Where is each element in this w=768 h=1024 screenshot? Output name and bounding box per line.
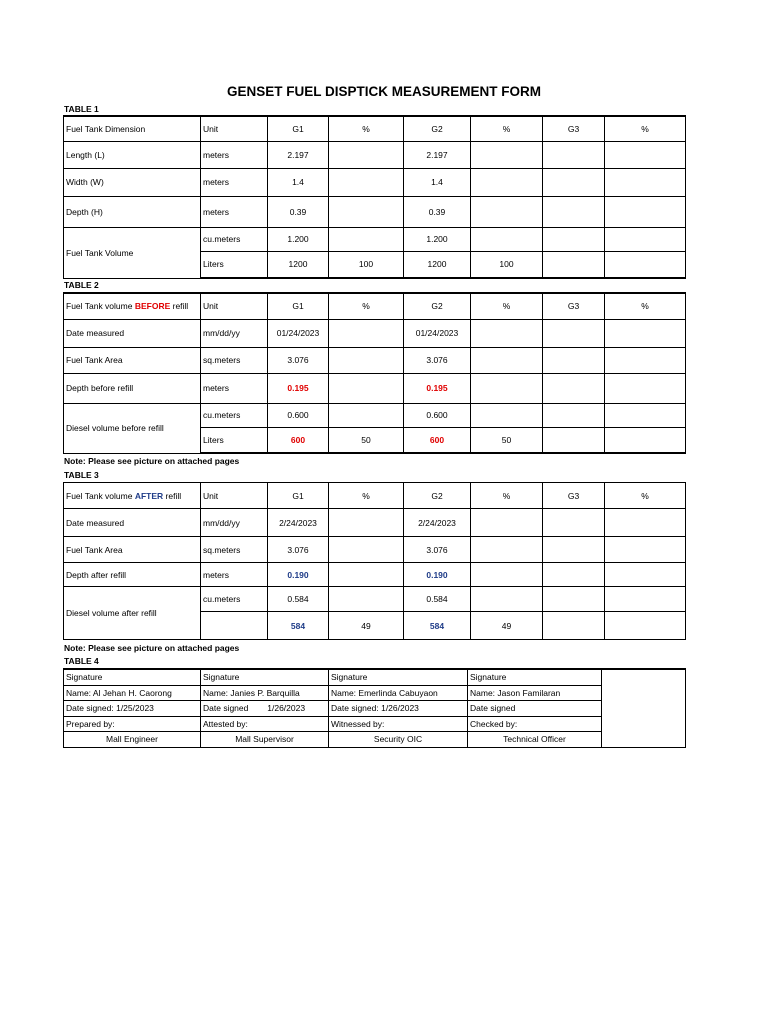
table-cell [605, 168, 686, 196]
table-cell [329, 168, 404, 196]
table3-header-cell: % [471, 483, 543, 509]
role-cell: Checked by: [468, 716, 602, 732]
table-cell [543, 612, 605, 640]
table-cell [543, 403, 605, 427]
table-cell: Diesel volume after refill [64, 587, 201, 640]
table-cell: 0.195 [404, 373, 471, 403]
table-cell: 2/24/2023 [268, 509, 329, 537]
table-cell: 3.076 [268, 537, 329, 563]
table-cell [471, 537, 543, 563]
table3-header-cell: G3 [543, 483, 605, 509]
blank-cell [602, 669, 686, 747]
table-cell: sq.meters [201, 537, 268, 563]
table2-grid [63, 292, 686, 454]
table-cell [471, 403, 543, 427]
table-row [64, 347, 686, 373]
table-cell [605, 612, 686, 640]
role-cell: Prepared by: [64, 716, 201, 732]
table3-header-row [64, 483, 686, 509]
table-cell: 584 [404, 612, 471, 640]
table-cell [329, 141, 404, 168]
table-cell [605, 509, 686, 537]
table-cell [605, 347, 686, 373]
table-cell [471, 587, 543, 612]
table-cell [605, 196, 686, 227]
table3-header-cell: Unit [201, 483, 268, 509]
table4-grid [63, 668, 686, 748]
table-cell [543, 373, 605, 403]
table3-header-cell: G2 [404, 483, 471, 509]
position-cell: Mall Supervisor [201, 732, 329, 748]
date-signed-cell: Date signed 1/26/2023 [201, 701, 329, 717]
table-cell: sq.meters [201, 347, 268, 373]
header-emphasis: BEFORE [134, 301, 171, 312]
table2-header-row [64, 293, 686, 319]
table2-header-cell: % [329, 293, 404, 319]
position-row [64, 732, 686, 748]
table-cell [329, 196, 404, 227]
table-cell: Depth after refill [64, 563, 201, 587]
table-cell: Fuel Tank Volume [64, 227, 201, 278]
table-cell [543, 168, 605, 196]
position-cell: Technical Officer [468, 732, 602, 748]
table-cell: Date measured [64, 509, 201, 537]
date-signed-cell: Date signed [468, 701, 602, 717]
table-cell [605, 141, 686, 168]
table-row [64, 509, 686, 537]
table-cell: 0.584 [268, 587, 329, 612]
table1-header-cell: % [471, 116, 543, 141]
table-cell: 01/24/2023 [268, 319, 329, 347]
name-row [64, 685, 686, 701]
table-cell: Length (L) [64, 141, 201, 168]
table-cell: 50 [329, 427, 404, 453]
table-row [64, 227, 686, 251]
table-cell: 1.4 [268, 168, 329, 196]
table3-note: Note: Please see picture on attached pages [64, 643, 240, 653]
signature-cell: Signature [468, 669, 602, 685]
table-cell: 2/24/2023 [404, 509, 471, 537]
table-row [64, 319, 686, 347]
position-cell: Mall Engineer [64, 732, 201, 748]
table-cell [543, 427, 605, 453]
table1-header-cell: % [605, 116, 686, 141]
table-cell [543, 563, 605, 587]
table-row [64, 141, 686, 168]
table3-header-cell: % [329, 483, 404, 509]
table3-header-title [64, 483, 201, 509]
table1-header-cell: G1 [268, 116, 329, 141]
table-cell: Fuel Tank Area [64, 537, 201, 563]
table-cell: Date measured [64, 319, 201, 347]
table-cell: mm/dd/yy [201, 319, 268, 347]
table-cell [605, 251, 686, 278]
table-cell [543, 227, 605, 251]
table-cell: 1.4 [404, 168, 471, 196]
table3-grid [63, 482, 686, 640]
role-cell: Attested by: [201, 716, 329, 732]
table-cell: 01/24/2023 [404, 319, 471, 347]
table2-header-cell: G2 [404, 293, 471, 319]
table-cell: 49 [329, 612, 404, 640]
header-text: refill [170, 301, 189, 312]
date-signed-cell: Date signed: 1/26/2023 [329, 701, 468, 717]
table-cell: 0.584 [404, 587, 471, 612]
table-cell: Depth (H) [64, 196, 201, 227]
table-cell: 100 [471, 251, 543, 278]
name-cell: Name: Janies P. Barquilla [201, 685, 329, 701]
table-cell [471, 141, 543, 168]
table-cell: Liters [201, 251, 268, 278]
name-cell: Name: Jason Familaran [468, 685, 602, 701]
role-row [64, 716, 686, 732]
date-signed-row [64, 701, 686, 717]
table-cell: Liters [201, 427, 268, 453]
table-cell [329, 403, 404, 427]
table-row [64, 537, 686, 563]
table3-header-cell: G1 [268, 483, 329, 509]
table4-label: TABLE 4 [64, 656, 99, 666]
table-cell: 1200 [268, 251, 329, 278]
table-cell [543, 196, 605, 227]
table1-header-cell: G2 [404, 116, 471, 141]
table-cell: 0.600 [404, 403, 471, 427]
table2-note: Note: Please see picture on attached pages [64, 456, 240, 466]
table3-header-cell: % [605, 483, 686, 509]
table-cell [329, 347, 404, 373]
table-cell [329, 227, 404, 251]
table2-label: TABLE 2 [64, 280, 99, 290]
table-cell: mm/dd/yy [201, 509, 268, 537]
table-cell: cu.meters [201, 587, 268, 612]
table-cell [471, 373, 543, 403]
table-cell: 3.076 [404, 537, 471, 563]
table-cell: Diesel volume before refill [64, 403, 201, 453]
table-cell: 2.197 [404, 141, 471, 168]
table1-header-cell: Fuel Tank Dimension [64, 116, 201, 141]
header-text: refill [163, 490, 182, 501]
table-cell: meters [201, 168, 268, 196]
table2-header-cell: G3 [543, 293, 605, 319]
table-cell [543, 251, 605, 278]
signature-cell: Signature [329, 669, 468, 685]
table1-label: TABLE 1 [64, 104, 99, 114]
table-cell: 600 [268, 427, 329, 453]
table1-header-cell: G3 [543, 116, 605, 141]
table-cell [605, 319, 686, 347]
table-cell [329, 509, 404, 537]
table2-header-cell: Unit [201, 293, 268, 319]
table-cell [201, 612, 268, 640]
table-cell: 1.200 [268, 227, 329, 251]
position-cell: Security OIC [329, 732, 468, 748]
table-cell [543, 537, 605, 563]
table-cell [543, 347, 605, 373]
table-cell [605, 227, 686, 251]
table-cell: meters [201, 563, 268, 587]
table-cell: cu.meters [201, 403, 268, 427]
table1-header-cell: Unit [201, 116, 268, 141]
table-cell [605, 403, 686, 427]
table1-header-cell: % [329, 116, 404, 141]
table-cell: meters [201, 196, 268, 227]
table-cell: 584 [268, 612, 329, 640]
table-cell: 0.195 [268, 373, 329, 403]
table-cell: 1.200 [404, 227, 471, 251]
table-cell: 3.076 [268, 347, 329, 373]
name-cell: Name: Emerlinda Cabuyaon [329, 685, 468, 701]
table-cell: meters [201, 141, 268, 168]
table-cell [471, 196, 543, 227]
table-cell: 0.39 [268, 196, 329, 227]
table2-header-title [64, 293, 201, 319]
table-cell [543, 509, 605, 537]
table-cell: 2.197 [268, 141, 329, 168]
table-cell [329, 587, 404, 612]
table-cell: 3.076 [404, 347, 471, 373]
table-cell [605, 563, 686, 587]
table1-header-row [64, 116, 686, 141]
table-cell [471, 319, 543, 347]
table-cell [471, 509, 543, 537]
form-title: GENSET FUEL DISPTICK MEASUREMENT FORM [226, 84, 541, 99]
signature-cell: Signature [201, 669, 329, 685]
table-cell: Depth before refill [64, 373, 201, 403]
table-cell: 0.39 [404, 196, 471, 227]
table-cell: 100 [329, 251, 404, 278]
table-row [64, 563, 686, 587]
table-cell [543, 587, 605, 612]
table-cell: 0.190 [268, 563, 329, 587]
header-emphasis: AFTER [134, 490, 164, 501]
role-cell: Witnessed by: [329, 716, 468, 732]
name-cell: Name: Al Jehan H. Caorong [64, 685, 201, 701]
table3-label: TABLE 3 [64, 470, 99, 480]
table-cell: 0.600 [268, 403, 329, 427]
date-signed-cell: Date signed: 1/25/2023 [64, 701, 201, 717]
table-cell: 0.190 [404, 563, 471, 587]
table-cell [329, 563, 404, 587]
header-text: Fuel Tank volume [66, 490, 135, 501]
table-cell: cu.meters [201, 227, 268, 251]
table-row [64, 373, 686, 403]
table-row [64, 168, 686, 196]
table-row [64, 587, 686, 612]
table-cell [329, 537, 404, 563]
table1-grid [63, 115, 686, 279]
table-row [64, 196, 686, 227]
table2-header-cell: G1 [268, 293, 329, 319]
table-cell [605, 427, 686, 453]
table-cell [471, 563, 543, 587]
table-cell: Width (W) [64, 168, 201, 196]
table-cell: 1200 [404, 251, 471, 278]
table-cell: 50 [471, 427, 543, 453]
table-row [64, 403, 686, 427]
header-text: Fuel Tank volume [66, 301, 135, 312]
table-cell: meters [201, 373, 268, 403]
table-cell [605, 587, 686, 612]
table-cell: 600 [404, 427, 471, 453]
table-cell [471, 227, 543, 251]
signature-cell: Signature [64, 669, 201, 685]
table-cell: Fuel Tank Area [64, 347, 201, 373]
table2-header-cell: % [471, 293, 543, 319]
table-cell [543, 141, 605, 168]
table-cell [471, 347, 543, 373]
table-cell [329, 319, 404, 347]
table-cell [605, 537, 686, 563]
signature-row [64, 669, 686, 685]
table2-header-cell: % [605, 293, 686, 319]
table-cell [605, 373, 686, 403]
table-cell [471, 168, 543, 196]
table-cell: 49 [471, 612, 543, 640]
table-cell [543, 319, 605, 347]
table-cell [329, 373, 404, 403]
